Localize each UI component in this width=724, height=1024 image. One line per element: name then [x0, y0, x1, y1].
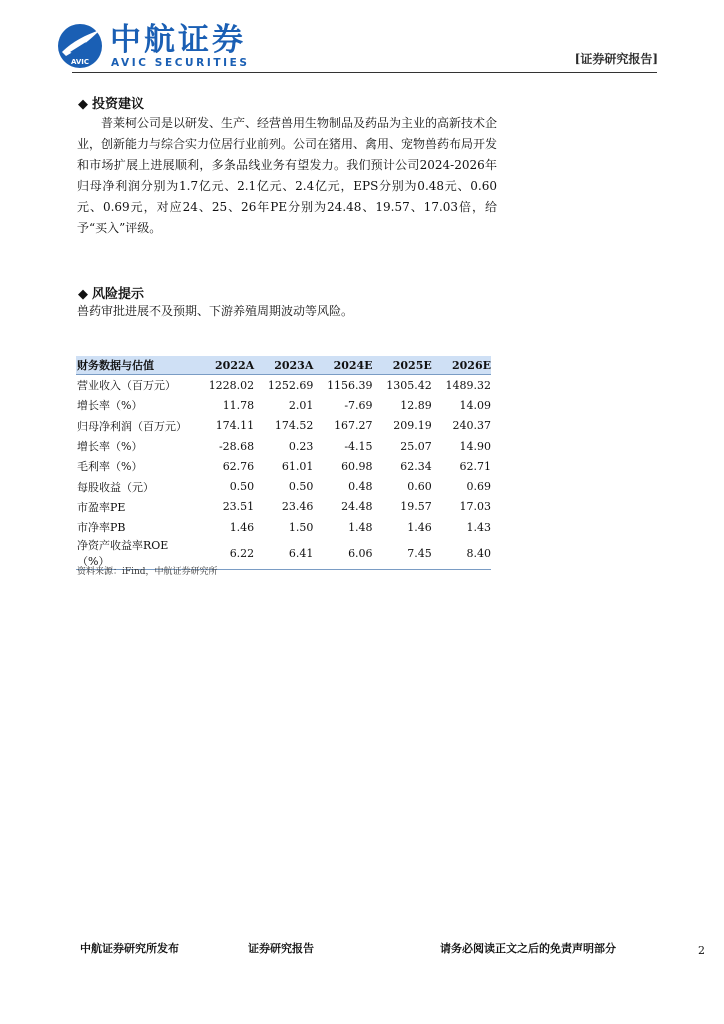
report-type-tag: [证券研究报告]	[574, 52, 658, 66]
table-cell: 23.46	[281, 500, 314, 514]
table-cell: 1156.39	[327, 378, 373, 392]
table-cell: 174.52	[274, 419, 314, 433]
svg-text:AVIC: AVIC	[70, 58, 90, 66]
table-header-cell: 2025E	[373, 356, 432, 375]
table-cell: 167.27	[334, 419, 373, 433]
table-cell: 归母净利润（百万元）	[77, 419, 187, 433]
risk-title-text: 风险提示	[92, 287, 145, 302]
table-cell: -28.68	[218, 439, 255, 453]
table-cell: 209.19	[393, 419, 432, 433]
diamond-bullet-icon: ◆	[78, 287, 88, 302]
table-cell: 1489.32	[445, 378, 491, 392]
table-cell: 19.57	[400, 500, 432, 514]
table-cell: 0.69	[466, 480, 491, 494]
table-cell: 25.07	[400, 439, 432, 453]
table-cell: 0.60	[407, 480, 432, 494]
invest-title-text: 投资建议	[92, 97, 145, 112]
table-header-row	[76, 356, 491, 375]
risk-section-title	[78, 283, 144, 302]
table-row	[76, 517, 491, 537]
table-cell: 62.34	[400, 459, 432, 473]
table-row	[76, 476, 491, 496]
table-cell: 62.71	[459, 459, 491, 473]
table-row	[76, 395, 491, 415]
table-cell: 0.48	[348, 480, 373, 494]
invest-paragraph: 普莱柯公司是以研发、生产、经营兽用生物制品及药品为主业的高新技术企业，创新能力与综合实力位居行业前列。公司在猪用、禽用、宠物兽药布局开发和市场扩展上进展顺利，多条品线业务有望发力。我们预计公司2024-2026年归母净利润分别为1.7亿元、2.1亿元、2.4亿元，EPS分别为0.48元、0.60元、0.69元，对应24、25、26年PE分别为24.48、19.57、17.03倍，给予“买入”评级。	[77, 116, 498, 235]
table-cell: 11.78	[222, 398, 255, 412]
footer-report-type: 证券研究报告	[248, 942, 314, 955]
table-cell: 17.03	[459, 500, 491, 514]
table-cell: 增长率（%）	[77, 440, 143, 454]
table-cell: 240.37	[452, 419, 491, 433]
table-cell: 0.23	[288, 439, 314, 453]
table-cell: 24.48	[341, 500, 373, 514]
table-cell: 8.40	[432, 537, 491, 570]
table-cell: 市净率PB	[77, 521, 126, 535]
table-row	[76, 497, 491, 517]
footer-disclaimer: 请务必阅读正文之后的免责声明部分	[440, 942, 616, 955]
table-cell: -7.69	[344, 398, 373, 412]
invest-section-title	[78, 93, 144, 112]
table-cell: 6.41	[254, 537, 313, 570]
table-row	[76, 456, 491, 476]
table-cell: 60.98	[341, 459, 373, 473]
table-cell: 毛利率（%）	[77, 460, 143, 474]
table-cell: 1252.69	[267, 378, 314, 392]
brand-name-en: AVIC SECURITIES	[111, 57, 250, 69]
table-cell: 1.43	[466, 520, 491, 534]
table-row	[76, 375, 491, 396]
table-cell: 2.01	[288, 398, 314, 412]
table-cell: 营业收入（百万元）	[77, 379, 176, 393]
header-divider	[72, 72, 657, 73]
page-number: 2	[698, 944, 705, 957]
table-cell: 市盈率PE	[77, 500, 126, 514]
table-header-cell: 2026E	[432, 356, 491, 375]
table-cell: -4.15	[344, 439, 373, 453]
risk-text: 兽药审批进展不及预期、下游养殖周期波动等风险。	[77, 304, 354, 318]
page-header	[0, 0, 724, 84]
table-cell: 1305.42	[386, 378, 432, 392]
table-cell: 增长率（%）	[77, 399, 143, 413]
diamond-bullet-icon: ◆	[78, 97, 88, 112]
table-cell: 1.48	[348, 520, 373, 534]
financial-table	[76, 356, 491, 570]
table-cell: 1.46	[229, 520, 255, 534]
table-cell: 7.45	[373, 537, 432, 570]
table-cell: 62.76	[222, 459, 255, 473]
table-header-cell: 2022A	[195, 356, 254, 375]
table-cell: 14.09	[459, 398, 491, 412]
table-cell: 174.11	[215, 419, 255, 433]
table-cell: 14.90	[459, 439, 491, 453]
table-cell: 1.46	[407, 520, 432, 534]
table-cell: 12.89	[400, 398, 432, 412]
table-cell: 净资产收益率ROE（%）	[76, 537, 195, 570]
table-cell: 6.22	[195, 537, 254, 570]
brand-name-cn: 中航证券	[110, 22, 246, 58]
table-header-cell: 财务数据与估值	[76, 356, 195, 375]
table-source-note: 资料来源：iFind，中航证券研究所	[77, 567, 218, 577]
table-cell: 1.50	[288, 520, 314, 534]
table-row	[76, 436, 491, 456]
table-cell: 0.50	[229, 480, 255, 494]
table-header-cell: 2024E	[313, 356, 372, 375]
footer-publisher: 中航证券研究所发布	[80, 942, 179, 955]
table-header-cell: 2023A	[254, 356, 313, 375]
table-row	[76, 416, 491, 436]
avic-logo-icon	[56, 22, 104, 70]
table-cell: 23.51	[222, 500, 255, 514]
table-cell: 61.01	[281, 459, 314, 473]
table-cell: 每股收益（元）	[77, 480, 154, 494]
table-cell: 6.06	[313, 537, 372, 570]
table-cell: 1228.02	[208, 378, 255, 392]
table-cell: 0.50	[288, 480, 314, 494]
